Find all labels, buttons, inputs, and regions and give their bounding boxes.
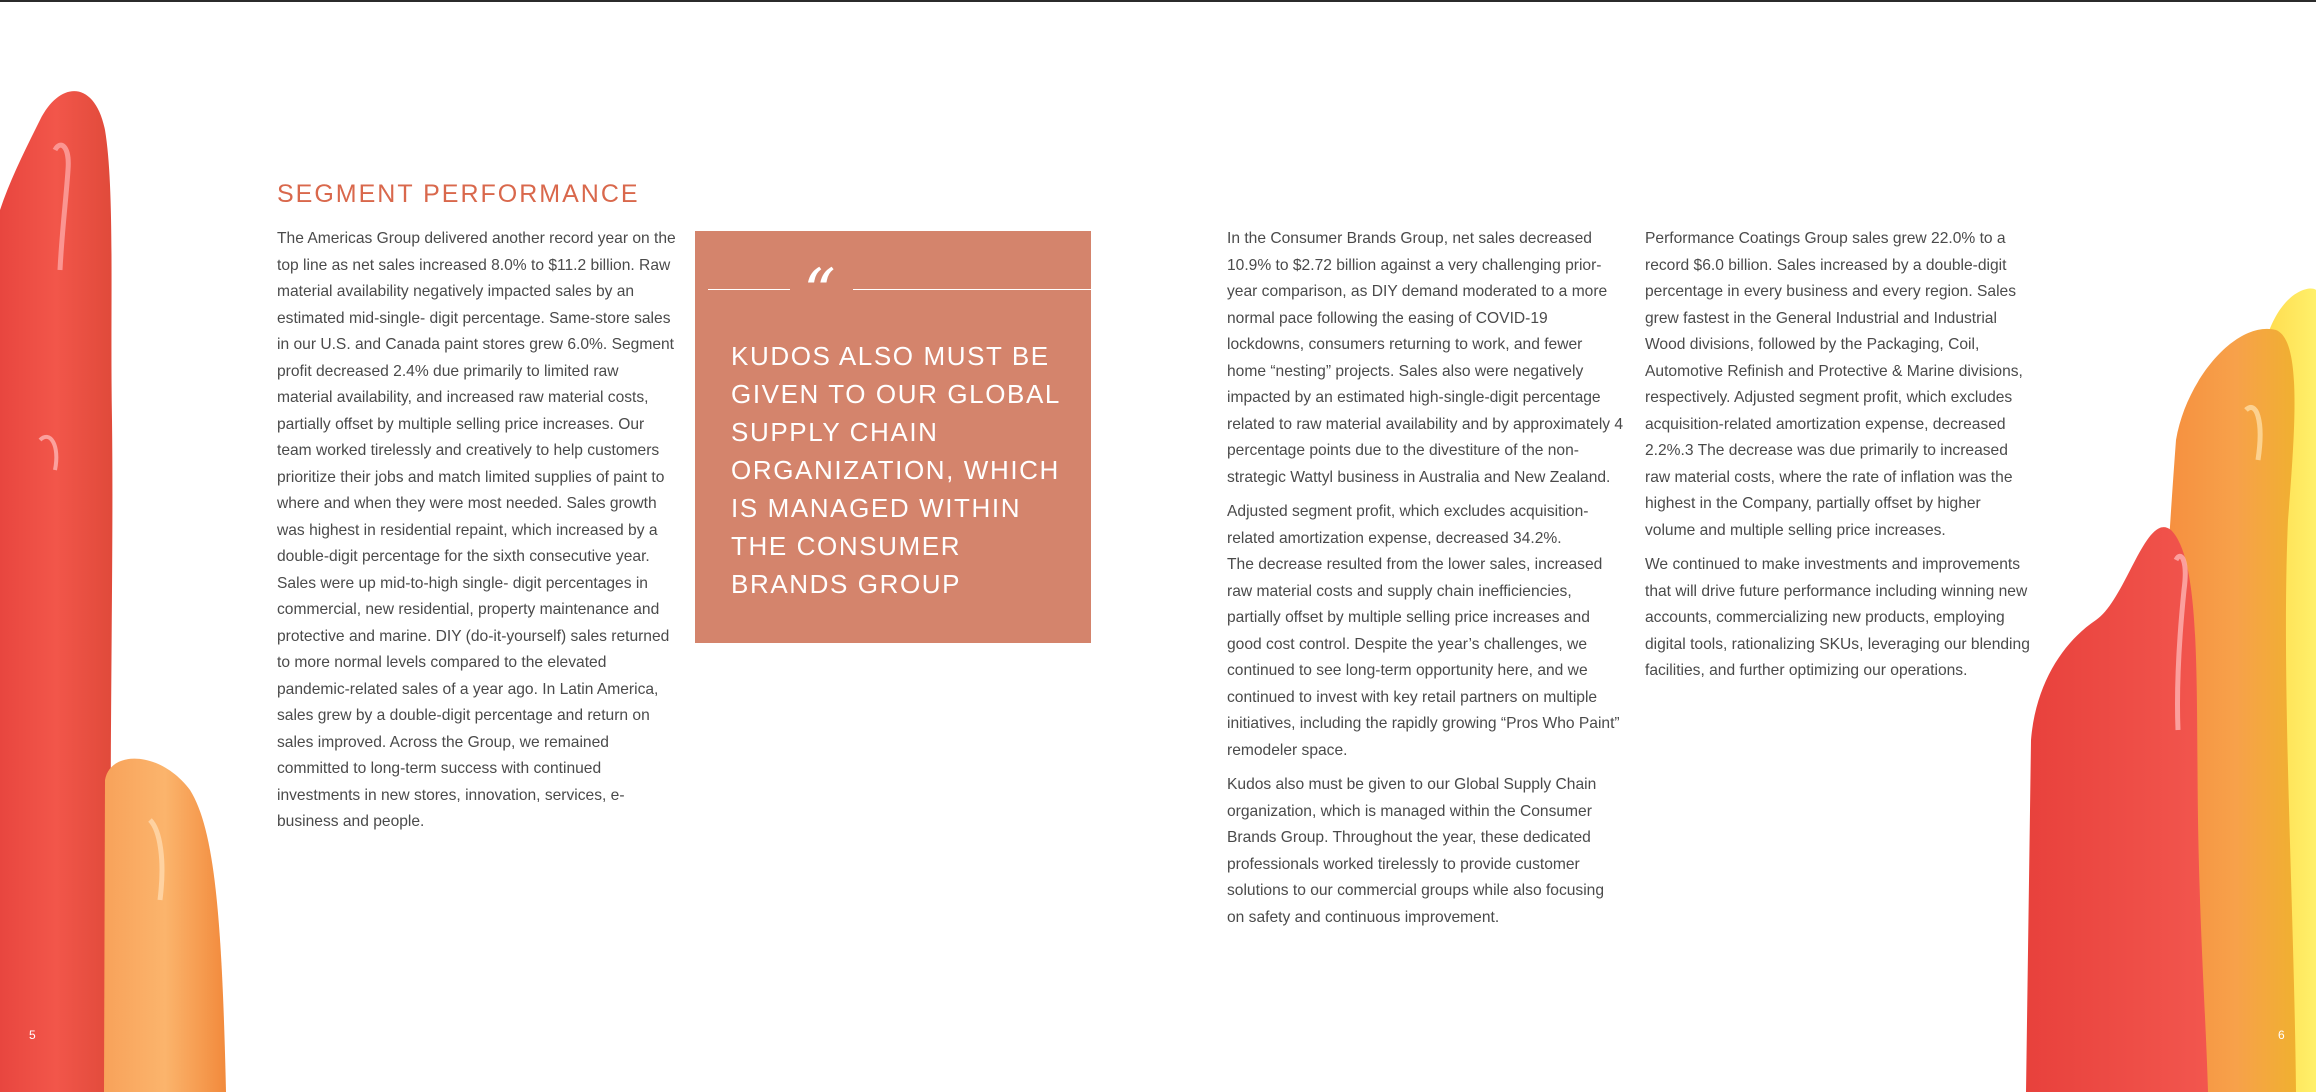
- paragraph: The decrease resulted from the lower sales, increased raw material costs and supply chain inefficiencies, partially offset by multiple selling price increases and good cost control. Despite the year’s challenges, we continued to see long-term opportunity here, and we continued to invest with key retail partners on multiple initiatives, including the rapidly growing “Pros Who Paint” remodeler space.: [1227, 556, 1620, 759]
- consumer-brands-column: [1227, 226, 1625, 939]
- quote-rule-left: [708, 289, 790, 290]
- paragraph: Performance Coatings Group sales grew 22.0% to a record $6.0 billion. Sales increased by a double-digit percentage in every business and every region. Sales grew fastest in the General Industrial and Industrial Wood divisions, followed by the Packaging, Coil, Automotive Refinish and Protective & Marine divisions, respectively. Adjusted segment profit, which excludes acquisition-related amortization expense, decreased 2.2%.3 The decrease was due primarily to increased raw material costs, where the rate of inflation was the highest in the Company, partially offset by higher volume and multiple selling price increases.: [1645, 230, 2023, 539]
- paragraph: The Americas Group delivered another record year on the top line as net sales increased 8.0% to $11.2 billion. Raw material availability negatively impacted sales by an estimated mid-single- digit percentage. Same-store sales in our U.S. and Canada paint stores grew 6.0%. Segment profit decreased 2.4% due primarily to limited raw material availability, and increased raw material costs, partially offset by multiple selling price increases. Our team worked tirelessly and creatively to help customers prioritize their jobs and match limited supplies of paint to where and when they were most needed. Sales growth was highest in residential repaint, which increased by a double-digit percentage for the sixth consecutive year. Sales were up mid-to-high single- digit percentages in commercial, new residential, property maintenance and protective and marine. DIY (do-it-yourself) sales returned to more normal levels compared to the elevated pandemic-related sales of a year ago. In Latin America, sales grew by a double-digit percentage and return on sales improved. Across the Group, we remained committed to long-term success with continued investments in new stores, innovation, services, e-business and people.: [277, 230, 676, 830]
- paragraph: Kudos also must be given to our Global Supply Chain organization, which is managed within the Consumer Brands Group. Throughout the year, these dedicated professionals worked tirelessly to provide customer solutions to our commercial groups while also focusing on safety and continuous improvement.: [1227, 776, 1605, 926]
- paragraph: We continued to make investments and improvements that will drive future performance including winning new accounts, commercializing new products, employing digital tools, rationalizing SKUs, leveraging our blending facilities, and further optimizing our operations.: [1645, 556, 2030, 679]
- top-border: [0, 0, 2316, 2]
- americas-group-column: [277, 226, 677, 844]
- page-number-right: 6: [2278, 1028, 2285, 1042]
- section-heading: SEGMENT PERFORMANCE: [277, 180, 640, 208]
- page-number-left: 5: [29, 1028, 36, 1042]
- paragraph: Adjusted segment profit, which excludes acquisition-related amortization expense, decreased 34.2%.: [1227, 503, 1589, 547]
- pull-quote-box: [695, 231, 1091, 643]
- quote-mark-icon: “: [803, 256, 836, 330]
- quote-rule-right: [853, 289, 1091, 290]
- pull-quote-text: KUDOS ALSO MUST BE GIVEN TO OUR GLOBAL SUPPLY CHAIN ORGANIZATION, WHICH IS MANAGED WITHIN THE CONSUMER BRANDS GROUP: [731, 341, 1061, 599]
- paint-drip-right-art: [2026, 260, 2316, 1092]
- performance-coatings-column: [1645, 226, 2030, 693]
- paragraph: In the Consumer Brands Group, net sales decreased 10.9% to $2.72 billion against a very challenging prior-year comparison, as DIY demand moderated to a more normal pace following the easing of COVID-19 lockdowns, consumers returning to work, and fewer home “nesting” projects. Sales also were negatively impacted by an estimated high-single-digit percentage related to raw material availability and by approximately 4 percentage points due to the divestiture of the non-strategic Wattyl business in Australia and New Zealand.: [1227, 230, 1624, 486]
- paint-drip-left-art: [0, 60, 260, 1092]
